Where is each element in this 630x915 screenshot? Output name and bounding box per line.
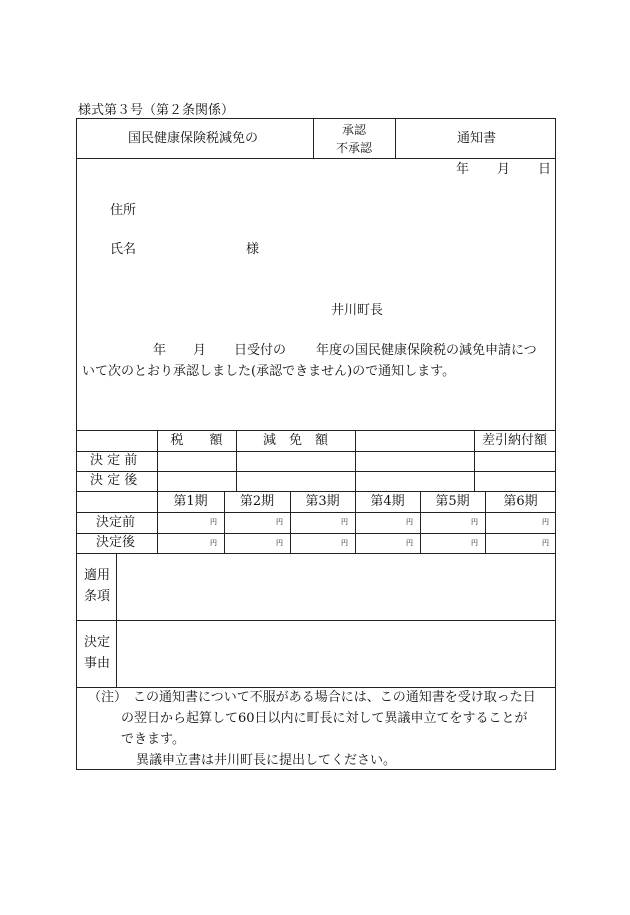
tax-col-divider [474, 430, 475, 491]
decision-reason-label-1: 決定 [84, 635, 111, 650]
note-line-2: の翌日から起算して60日以内に町長に対して異議申立てをすることが [121, 711, 528, 726]
applicable-clause-label-1: 適用 [84, 568, 111, 583]
tax-col-divider [355, 430, 356, 491]
period-2-header: 第2期 [239, 494, 275, 509]
period-table-rule [76, 512, 556, 513]
notice-label: 通知書 [457, 131, 497, 146]
tax-table-top-rule [76, 430, 556, 431]
yen-unit: 円 [276, 539, 283, 547]
body-fiscal-year: 年度の国民健康保険税の減免申請につ [316, 343, 537, 358]
yen-unit: 円 [341, 518, 348, 526]
period-6-header: 第6期 [503, 494, 538, 509]
yen-unit: 円 [210, 539, 217, 547]
decision-reason-label-2: 事由 [84, 656, 111, 671]
tax-table-rule [76, 471, 556, 472]
period-row-after: 決定後 [96, 535, 136, 550]
yen-unit: 円 [471, 539, 478, 547]
body-month: 月 [193, 343, 207, 358]
note-line-4: 異議申立書は井川町長に提出してください。 [136, 753, 397, 768]
reduction-amount-header: 減 免 額 [262, 433, 328, 448]
yen-unit: 円 [276, 518, 283, 526]
date-month-label: 月 [497, 162, 511, 177]
reason-bottom-rule [76, 687, 556, 688]
tax-row-before: 決 定 前 [90, 453, 138, 468]
period-table-bottom-rule [76, 553, 556, 554]
note-marker: （注） [88, 690, 128, 705]
net-payment-header: 差引納付額 [482, 433, 548, 448]
yen-unit: 円 [341, 539, 348, 547]
body-day-received: 日受付の [234, 343, 287, 358]
date-year-label: 年 [456, 162, 470, 177]
clause-bottom-rule [76, 620, 556, 621]
tax-table-rule [76, 451, 556, 452]
applicable-clause-label-2: 条項 [84, 589, 111, 604]
header-divider [395, 118, 396, 158]
period-4-header: 第4期 [370, 494, 405, 509]
yen-unit: 円 [406, 518, 413, 526]
approve-option: 承認 [341, 123, 366, 137]
date-day-label: 日 [538, 162, 552, 177]
yen-unit: 円 [210, 518, 217, 526]
period-3-header: 第3期 [305, 494, 340, 509]
period-table-rule [76, 533, 556, 534]
period-1-header: 第1期 [173, 494, 208, 509]
note-line-3: できます。 [121, 732, 185, 747]
note-line-1: この通知書について不服がある場合には、この通知書を受け取った日 [133, 690, 536, 705]
reject-option: 不承認 [335, 141, 372, 155]
address-label: 住所 [110, 203, 137, 218]
tax-row-after: 決 定 後 [90, 473, 138, 488]
yen-unit: 円 [542, 518, 549, 526]
body-line2: いて次のとおり承認しました(承認できません)ので通知します。 [82, 364, 456, 379]
body-year: 年 [153, 343, 167, 358]
yen-unit: 円 [471, 518, 478, 526]
honorific-label: 様 [246, 242, 260, 257]
issuer-label: 井川町長 [331, 303, 384, 318]
form-title: 国民健康保険税減免の [128, 131, 259, 146]
period-row-before: 決定前 [96, 515, 136, 530]
form-number-label: 様式第３号（第２条関係） [78, 103, 235, 118]
tax-table-bottom-rule [76, 491, 556, 492]
yen-unit: 円 [542, 539, 549, 547]
yen-unit: 円 [406, 539, 413, 547]
header-bottom-rule [76, 158, 556, 159]
name-label: 氏名 [110, 242, 137, 257]
tax-amount-header: 税 額 [170, 433, 223, 448]
period-5-header: 第5期 [435, 494, 470, 509]
